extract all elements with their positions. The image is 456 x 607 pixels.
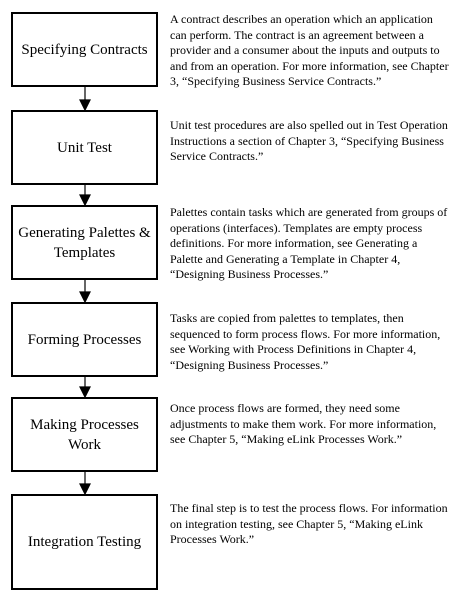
step-title: Making Processes Work: [30, 416, 139, 453]
arrow-3-head: [80, 292, 90, 302]
arrow-1-head: [80, 100, 90, 110]
arrow-2-head: [80, 195, 90, 205]
step-description: Once process flows are formed, they need some adjustments to make them work. For more information, see Chapter 5, “Making eLink Processes Work.”: [170, 401, 437, 446]
step-description: A contract describes an operation which an application can perform. The contract is an agreement between a provider and a consumer about the inputs and outputs to and from an operation. For more information, see Chapter 3, “Specifying Business Service Contracts.”: [170, 12, 449, 88]
step-box-specifying-contracts: [11, 12, 158, 87]
step-title: Generating Palettes & Templates: [18, 224, 151, 261]
step-description: Unit test procedures are also spelled out in Test Operation Instructions a section of Chapter 3, “Specifying Business Service Contracts.”: [170, 118, 448, 163]
step-description: Palettes contain tasks which are generated from groups of operations (interfaces). Templates are empty process definitions. For more information, see Generating a Palette and Generating a Template in Chapter 4, “Designing Business Processes.”: [170, 205, 448, 281]
arrow-5-head: [80, 484, 90, 494]
step-title: Forming Processes: [27, 331, 142, 348]
step-title: Unit Test: [57, 139, 112, 156]
step-title: Integration Testing: [27, 534, 142, 550]
step-box-forming-processes: [11, 302, 158, 377]
arrow-4-head: [80, 387, 90, 397]
step-box-generating-palettes-templates: [11, 205, 158, 280]
step-description: The final step is to test the process flows. For information on integration testing, see Chapter 5, “Making eLink Processes Work.”: [170, 501, 448, 546]
step-title: Specifying Contracts: [21, 41, 148, 58]
step-box-integration-testing: [11, 494, 158, 590]
step-description: Tasks are copied from palettes to templates, then sequenced to form process flows. For more information, see Working with Process Definitions in Chapter 4, “Designing Business Processes.”: [170, 311, 441, 372]
step-box-making-processes-work: [11, 397, 158, 472]
step-box-unit-test: [11, 110, 158, 185]
